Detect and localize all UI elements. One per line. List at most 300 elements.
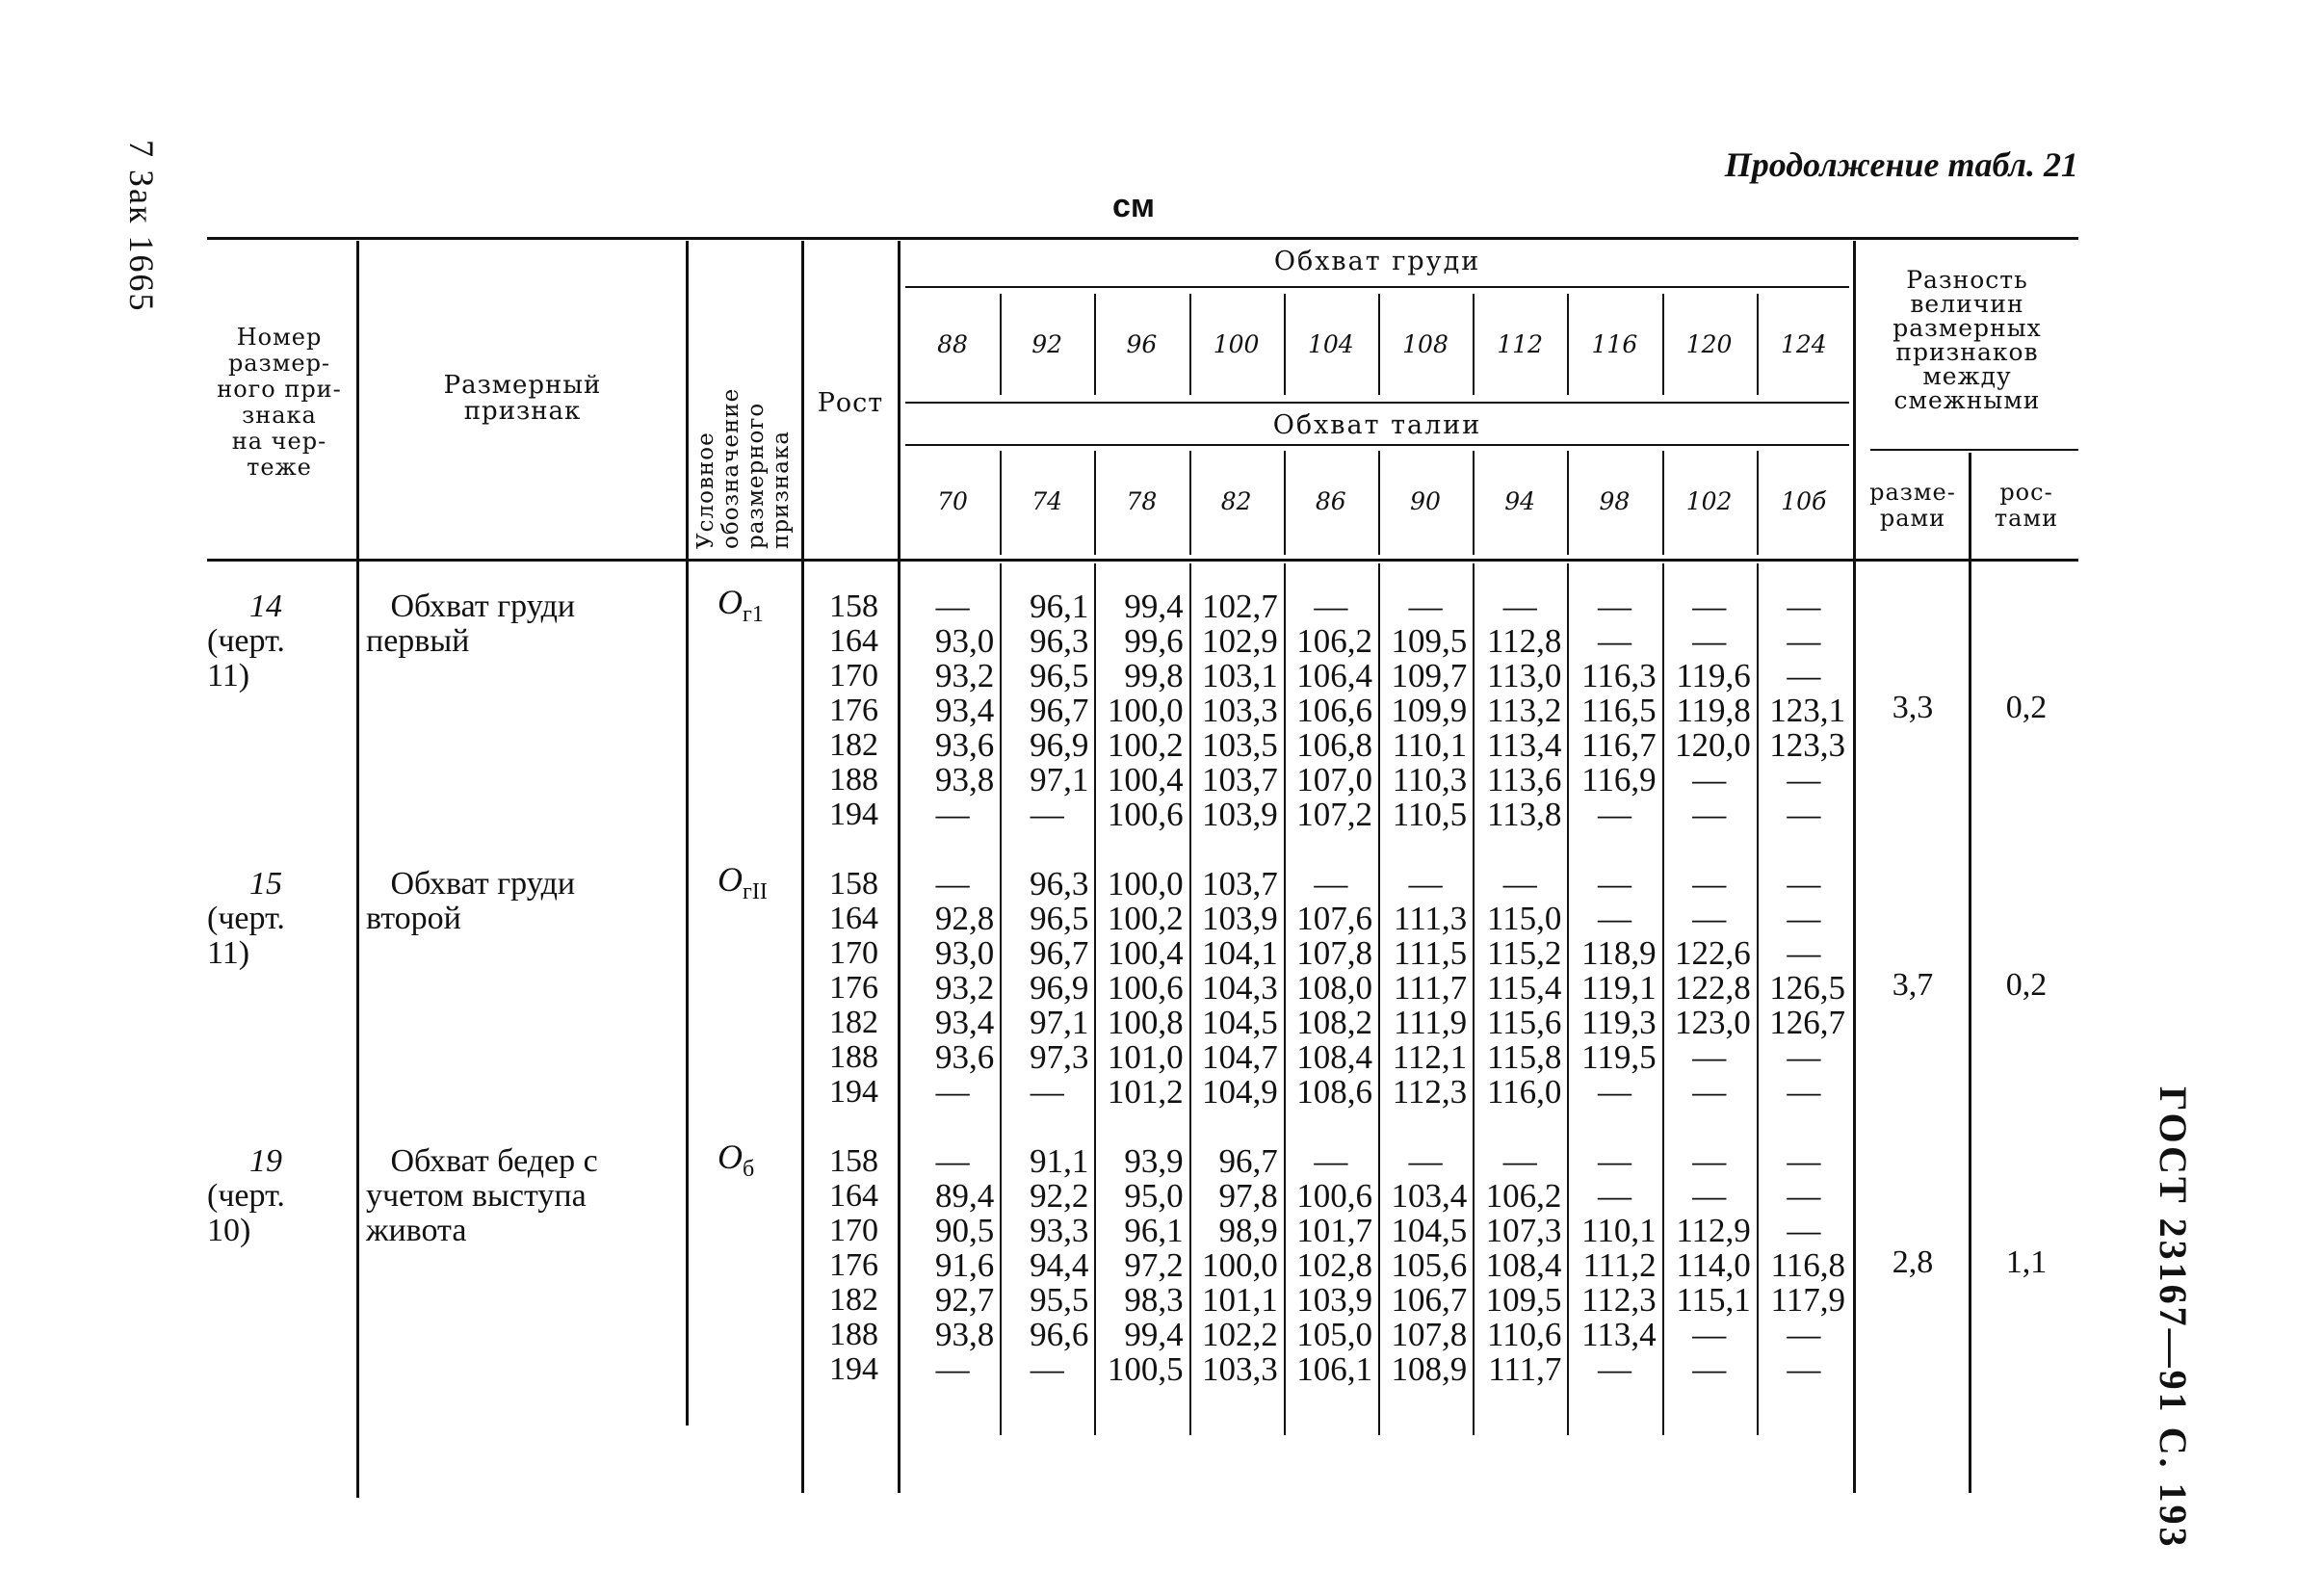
table-cell: 111,5 — [1394, 934, 1468, 972]
feature-name-line: живота — [366, 1213, 467, 1248]
table-cell: 105,6 — [1391, 1246, 1468, 1284]
feature-number — [207, 589, 285, 693]
side-left-label: 7 Зак 1665 — [122, 140, 161, 313]
header-line: Условное — [693, 432, 718, 549]
table-cell: 108,0 — [1296, 969, 1372, 1007]
table-cell: 104,1 — [1202, 934, 1278, 972]
table-cell: — — [1787, 622, 1821, 660]
growth-value: 170 — [829, 935, 878, 971]
table-cell: 107,2 — [1296, 796, 1372, 833]
table-cell: 126,5 — [1769, 969, 1845, 1007]
header-line: Номер — [236, 324, 323, 351]
table-cell: 112,3 — [1581, 1281, 1657, 1319]
feature-name — [366, 867, 575, 936]
table-cell: 110,3 — [1392, 761, 1468, 798]
table-cell: 108,2 — [1296, 1004, 1372, 1041]
table-cell: 100,8 — [1107, 1004, 1184, 1041]
table-cell: 104,5 — [1391, 1212, 1468, 1249]
table-cell: 119,8 — [1676, 692, 1751, 729]
table-cell: 98,3 — [1124, 1281, 1184, 1319]
table-cell: — — [1787, 657, 1821, 694]
feature-name — [366, 1144, 598, 1248]
table-cell: 106,2 — [1485, 1177, 1562, 1215]
table-cell: 116,0 — [1486, 1073, 1562, 1111]
table-cell: — — [935, 588, 970, 625]
waist-value: 102 — [1685, 487, 1733, 515]
waist-value: 86 — [1315, 487, 1346, 515]
table-cell: 123,1 — [1769, 692, 1845, 729]
table-cell: 101,2 — [1107, 1073, 1184, 1111]
table-cell: — — [1787, 761, 1821, 798]
table-cell: 111,3 — [1394, 900, 1468, 937]
table-cell: 103,7 — [1202, 761, 1278, 798]
header-line: теже — [247, 454, 312, 481]
table-cell: 95,0 — [1124, 1177, 1184, 1215]
table-cell: — — [1692, 1073, 1727, 1111]
table-cell: 100,0 — [1107, 865, 1184, 903]
header-line: между — [1922, 362, 2012, 390]
growth-value: 176 — [829, 1247, 878, 1283]
table-cell: 93,8 — [934, 761, 995, 798]
table-cell: 104,3 — [1202, 969, 1278, 1007]
table-cell: 109,5 — [1485, 1281, 1562, 1319]
header-line: Размерный — [443, 371, 602, 400]
growth-value: 182 — [829, 1282, 878, 1318]
table-cell: 93,4 — [934, 692, 995, 729]
header-line: признака — [769, 430, 794, 549]
feature-number-value: 19 — [249, 1143, 282, 1179]
growth-value: 188 — [829, 1039, 878, 1075]
table-cell: 113,0 — [1486, 657, 1562, 694]
table-cell: — — [1597, 622, 1631, 660]
table-cell: 109,5 — [1391, 622, 1468, 660]
table-cell: 122,6 — [1675, 934, 1751, 972]
table-cell: 92,7 — [934, 1281, 995, 1319]
table-cell: — — [1787, 1212, 1821, 1249]
table-cell: 118,9 — [1581, 934, 1657, 972]
table-cell: 96,5 — [1030, 900, 1089, 937]
col-number-header — [207, 325, 352, 481]
growth-value: 182 — [829, 1005, 878, 1040]
table-cell: 97,3 — [1030, 1038, 1089, 1076]
table-cell: 102,9 — [1202, 622, 1278, 660]
table-cell: — — [1502, 865, 1537, 903]
header-line: знака — [242, 402, 317, 429]
table-cell: — — [1314, 588, 1348, 625]
table-cell: 100,4 — [1107, 761, 1184, 798]
table-cell: 101,1 — [1202, 1281, 1278, 1319]
table-cell: — — [1787, 1350, 1821, 1388]
drawing-ref: 11) — [207, 658, 250, 693]
table-cell: 115,1 — [1676, 1281, 1751, 1319]
symbol-sub: г1 — [743, 602, 764, 628]
table-cell: 99,4 — [1124, 588, 1184, 625]
growth-value: 176 — [829, 970, 878, 1006]
waist-value: 70 — [937, 487, 968, 515]
growth-value: 158 — [829, 589, 878, 624]
table-cell: 103,9 — [1296, 1281, 1372, 1319]
table-cell: 108,9 — [1391, 1350, 1468, 1388]
table-cell: 96,1 — [1030, 588, 1089, 625]
chest-value: 124 — [1780, 330, 1827, 358]
drawing-ref: 11) — [207, 935, 250, 971]
waist-value: 94 — [1504, 487, 1536, 515]
header-line: Разность — [1906, 266, 2028, 294]
table-cell: 103,1 — [1202, 657, 1278, 694]
table-cell: 116,5 — [1581, 692, 1657, 729]
table-cell: 106,6 — [1296, 692, 1372, 729]
table-cell: 104,7 — [1202, 1038, 1278, 1076]
table-cell: 90,5 — [934, 1212, 995, 1249]
table-cell: 97,1 — [1030, 1004, 1089, 1041]
table-cell: — — [1787, 1038, 1821, 1076]
feature-number-value: 14 — [249, 589, 282, 624]
table-cell: 102,8 — [1296, 1246, 1372, 1284]
table-cell: 115,8 — [1486, 1038, 1562, 1076]
diff-growths-value: 0,2 — [2005, 967, 2048, 1003]
table-cell: 116,7 — [1581, 726, 1657, 764]
growth-value: 194 — [829, 1074, 878, 1110]
table-cell: 100,2 — [1107, 900, 1184, 937]
feature-number — [207, 867, 285, 971]
table-cell: 106,1 — [1296, 1350, 1372, 1388]
header-line: размерных — [1892, 314, 2042, 342]
col-growth-header: Рост — [817, 388, 884, 418]
table-cell: — — [935, 865, 970, 903]
table-cell: 96,3 — [1030, 622, 1089, 660]
chest-value: 116 — [1591, 330, 1638, 358]
table-cell: — — [1787, 1177, 1821, 1215]
table-cell: 91,6 — [934, 1246, 995, 1284]
header-line: на чер- — [231, 428, 327, 455]
table-cell: — — [1692, 796, 1727, 833]
chest-value: 120 — [1685, 330, 1733, 358]
feature-name — [366, 589, 575, 659]
table-cell: — — [1692, 1177, 1727, 1215]
header-line: ного при- — [217, 376, 342, 403]
table-cell: 96,7 — [1218, 1142, 1278, 1180]
table-cell: 100,5 — [1107, 1350, 1184, 1388]
growth-value: 194 — [829, 797, 878, 832]
table-cell: — — [1030, 1350, 1064, 1388]
table-cell: 104,5 — [1202, 1004, 1278, 1041]
table-cell: 100,6 — [1296, 1177, 1372, 1215]
symbol-base: О — [718, 860, 743, 899]
waist-value: 82 — [1220, 487, 1252, 515]
table-cell: 93,6 — [934, 726, 995, 764]
table-cell: 103,7 — [1202, 865, 1278, 903]
table-cell: 103,5 — [1202, 726, 1278, 764]
table-cell: — — [1502, 588, 1537, 625]
table-cell: 96,3 — [1030, 865, 1089, 903]
table-cell: 99,4 — [1124, 1316, 1184, 1353]
growth-value: 170 — [829, 1213, 878, 1248]
drawing-ref: 10) — [207, 1213, 251, 1248]
chest-value: 100 — [1213, 330, 1260, 358]
table-cell: 106,8 — [1296, 726, 1372, 764]
table-cell: 113,6 — [1486, 761, 1562, 798]
feature-name-line: учетом выступа — [366, 1178, 587, 1214]
table-cell: 96,1 — [1124, 1212, 1184, 1249]
table-cell: 93,2 — [934, 969, 995, 1007]
table-cell: — — [1787, 900, 1821, 937]
table-cell: 110,6 — [1486, 1316, 1562, 1353]
table-cell: 111,7 — [1488, 1350, 1562, 1388]
diff-growths-value: 1,1 — [2005, 1244, 2048, 1280]
table-cell: 107,6 — [1296, 900, 1372, 937]
chest-value: 112 — [1497, 330, 1544, 358]
table-cell: 103,9 — [1202, 900, 1278, 937]
table-cell: — — [1787, 934, 1821, 972]
table-cell: 111,2 — [1582, 1246, 1657, 1284]
table-cell: 112,8 — [1486, 622, 1562, 660]
table-cell: — — [1597, 1350, 1631, 1388]
header-line: смежными — [1893, 386, 2041, 414]
growth-value: 158 — [829, 1143, 878, 1179]
symbol-base: О — [718, 583, 743, 621]
waist-value: 10б — [1781, 487, 1827, 515]
header-line: величин — [1910, 290, 2024, 318]
table-cell: — — [1787, 865, 1821, 903]
waist-value: 98 — [1599, 487, 1631, 515]
feature-number — [207, 1144, 285, 1248]
table-cell: — — [1314, 865, 1348, 903]
table-cell: — — [1787, 1142, 1821, 1180]
table-cell: — — [935, 796, 970, 833]
table-cell: 103,9 — [1202, 796, 1278, 833]
feature-number-value: 15 — [249, 866, 282, 902]
drawing-ref: (черт. — [207, 901, 285, 936]
table-cell: — — [1692, 865, 1727, 903]
table-cell: 93,8 — [934, 1316, 995, 1353]
table-cell: 96,5 — [1030, 657, 1089, 694]
table-cell: 96,6 — [1030, 1316, 1089, 1353]
header-line: признаков — [1895, 338, 2039, 366]
table-cell: 96,7 — [1030, 692, 1089, 729]
table-cell: 93,9 — [1124, 1142, 1184, 1180]
chest-value: 96 — [1126, 330, 1158, 358]
table-cell: 112,9 — [1676, 1212, 1751, 1249]
table-cell: 97,1 — [1030, 761, 1089, 798]
waist-group-header: Обхват талии — [1272, 410, 1482, 440]
drawing-ref: (черт. — [207, 1178, 285, 1214]
table-cell: 119,6 — [1676, 657, 1751, 694]
table-cell: 113,4 — [1581, 1316, 1657, 1353]
table-cell: 100,6 — [1107, 796, 1184, 833]
table-cell: 93,6 — [934, 1038, 995, 1076]
growth-value: 176 — [829, 693, 878, 728]
table-cell: 111,7 — [1394, 969, 1468, 1007]
chest-value: 92 — [1031, 330, 1063, 358]
growth-value: 164 — [829, 901, 878, 936]
col-symbol-header — [693, 366, 794, 549]
table-cell: 100,0 — [1202, 1246, 1278, 1284]
table-cell: 92,2 — [1030, 1177, 1089, 1215]
waist-value: 90 — [1410, 487, 1441, 515]
table-cell: 99,8 — [1124, 657, 1184, 694]
table-cell: 99,6 — [1124, 622, 1184, 660]
chest-value: 104 — [1307, 330, 1354, 358]
table-cell: — — [1692, 900, 1727, 937]
diff-growths-header — [1974, 480, 2078, 532]
table-cell: 112,3 — [1392, 1073, 1468, 1111]
table-cell: 109,9 — [1391, 692, 1468, 729]
table-cell: 112,1 — [1392, 1038, 1468, 1076]
header-line: разме- — [1869, 479, 1956, 506]
feature-name-line: второй — [366, 901, 461, 936]
table-cell: 107,0 — [1296, 761, 1372, 798]
table-cell: 115,2 — [1486, 934, 1562, 972]
growth-value: 182 — [829, 727, 878, 763]
table-cell: — — [1597, 1177, 1631, 1215]
table-cell: 98,9 — [1218, 1212, 1278, 1249]
table-cell: 107,8 — [1391, 1316, 1468, 1353]
feature-symbol — [718, 859, 768, 905]
col-feature-header — [361, 373, 684, 425]
table-cell: — — [1597, 900, 1631, 937]
table-cell: 120,0 — [1675, 726, 1751, 764]
header-line: размерного — [744, 402, 769, 549]
table-cell: 95,5 — [1030, 1281, 1089, 1319]
diff-sizes-value: 3,3 — [1892, 690, 1934, 725]
diff-sizes-header — [1859, 480, 1967, 532]
table-cell: 119,1 — [1581, 969, 1657, 1007]
continuation-title: Продолжение табл. 21 — [1724, 145, 2078, 184]
feature-name-line: первый — [366, 623, 470, 659]
table-cell: 107,3 — [1485, 1212, 1562, 1249]
table-cell: 103,3 — [1202, 692, 1278, 729]
growth-value: 164 — [829, 623, 878, 659]
table-cell: 97,8 — [1218, 1177, 1278, 1215]
table-cell: 114,0 — [1676, 1246, 1751, 1284]
table-cell: 108,4 — [1485, 1246, 1562, 1284]
feature-name-line: Обхват груди — [366, 866, 576, 902]
waist-value: 74 — [1031, 487, 1063, 515]
table-cell: 93,0 — [934, 622, 995, 660]
header-line: рами — [1879, 505, 1946, 532]
table-cell: 101,0 — [1107, 1038, 1184, 1076]
symbol-base: О — [718, 1138, 743, 1176]
table-cell: — — [1030, 1073, 1064, 1111]
table-cell: — — [1408, 1142, 1443, 1180]
table-cell: 106,7 — [1391, 1281, 1468, 1319]
table-cell: 97,2 — [1124, 1246, 1184, 1284]
table-cell: — — [1787, 1316, 1821, 1353]
table-cell: — — [1030, 796, 1064, 833]
table-cell: 104,9 — [1202, 1073, 1278, 1111]
table-cell: 105,0 — [1296, 1316, 1372, 1353]
symbol-sub: гII — [743, 879, 768, 905]
table-cell: 115,6 — [1486, 1004, 1562, 1041]
table-cell: 122,8 — [1675, 969, 1751, 1007]
table-cell: 117,9 — [1770, 1281, 1845, 1319]
table-cell: — — [1314, 1142, 1348, 1180]
table-cell: 93,0 — [934, 934, 995, 972]
diff-sizes-value: 3,7 — [1892, 967, 1934, 1003]
table-cell: — — [1787, 588, 1821, 625]
table-cell: 123,3 — [1769, 726, 1845, 764]
unit-label: см — [1112, 188, 1156, 224]
table-cell: 101,7 — [1296, 1212, 1372, 1249]
table-cell: 113,2 — [1486, 692, 1562, 729]
header-line: тами — [1994, 505, 2059, 532]
header-line: рос- — [1999, 479, 2053, 506]
growth-value: 194 — [829, 1351, 878, 1387]
growth-value: 164 — [829, 1178, 878, 1214]
drawing-ref: (черт. — [207, 623, 285, 659]
feature-name-line: Обхват бедер с — [366, 1143, 598, 1179]
table-cell: — — [1597, 1142, 1631, 1180]
diff-header — [1859, 268, 2075, 412]
table-cell: 113,4 — [1486, 726, 1562, 764]
table-cell: 110,5 — [1392, 796, 1468, 833]
table-cell: — — [935, 1073, 970, 1111]
table-cell: 93,4 — [934, 1004, 995, 1041]
table-cell: 96,9 — [1030, 726, 1089, 764]
table-cell: — — [935, 1142, 970, 1180]
table-cell: 116,9 — [1581, 761, 1657, 798]
table-cell: — — [1597, 588, 1631, 625]
table-cell: 96,9 — [1030, 969, 1089, 1007]
table-cell: — — [935, 1350, 970, 1388]
table-cell: 115,4 — [1486, 969, 1562, 1007]
chest-value: 88 — [937, 330, 968, 358]
table-cell: 102,7 — [1202, 588, 1278, 625]
table-cell: 102,2 — [1202, 1316, 1278, 1353]
header-line: обозначение — [718, 387, 744, 549]
table-cell: 126,7 — [1769, 1004, 1845, 1041]
table-cell: 106,2 — [1296, 622, 1372, 660]
waist-value: 78 — [1126, 487, 1158, 515]
table-cell: 119,3 — [1581, 1004, 1657, 1041]
table-cell: 106,4 — [1296, 657, 1372, 694]
table-cell: — — [1692, 1316, 1727, 1353]
table-cell: 108,6 — [1296, 1073, 1372, 1111]
chest-value: 108 — [1402, 330, 1449, 358]
table-cell: 110,1 — [1581, 1212, 1657, 1249]
diff-growths-value: 0,2 — [2005, 690, 2048, 725]
table-cell: — — [1408, 588, 1443, 625]
table-cell: 103,4 — [1391, 1177, 1468, 1215]
table-cell: — — [1597, 865, 1631, 903]
table-cell: — — [1692, 1142, 1727, 1180]
table-cell: 93,2 — [934, 657, 995, 694]
table-cell: 116,3 — [1581, 657, 1657, 694]
table-cell: — — [1597, 1073, 1631, 1111]
table-cell: 123,0 — [1675, 1004, 1751, 1041]
table-cell: 100,2 — [1107, 726, 1184, 764]
table-cell: — — [1408, 865, 1443, 903]
table-cell: 100,0 — [1107, 692, 1184, 729]
table-cell: 93,3 — [1030, 1212, 1089, 1249]
table-cell: — — [1692, 1038, 1727, 1076]
table-cell: 94,4 — [1030, 1246, 1089, 1284]
table-cell: 91,1 — [1030, 1142, 1089, 1180]
table-cell: 100,4 — [1107, 934, 1184, 972]
growth-value: 188 — [829, 762, 878, 798]
feature-name-line: Обхват груди — [366, 589, 576, 624]
table-cell: 119,5 — [1581, 1038, 1657, 1076]
table-cell: 115,0 — [1486, 900, 1562, 937]
table-cell: 109,7 — [1391, 657, 1468, 694]
table-cell: 113,8 — [1486, 796, 1562, 833]
side-right-label: ГОСТ 23167—91 С. 193 — [2152, 1086, 2195, 1550]
table-cell: 89,4 — [934, 1177, 995, 1215]
table-cell: 108,4 — [1296, 1038, 1372, 1076]
table-cell: — — [1502, 1142, 1537, 1180]
table-cell: — — [1787, 796, 1821, 833]
growth-value: 170 — [829, 658, 878, 693]
